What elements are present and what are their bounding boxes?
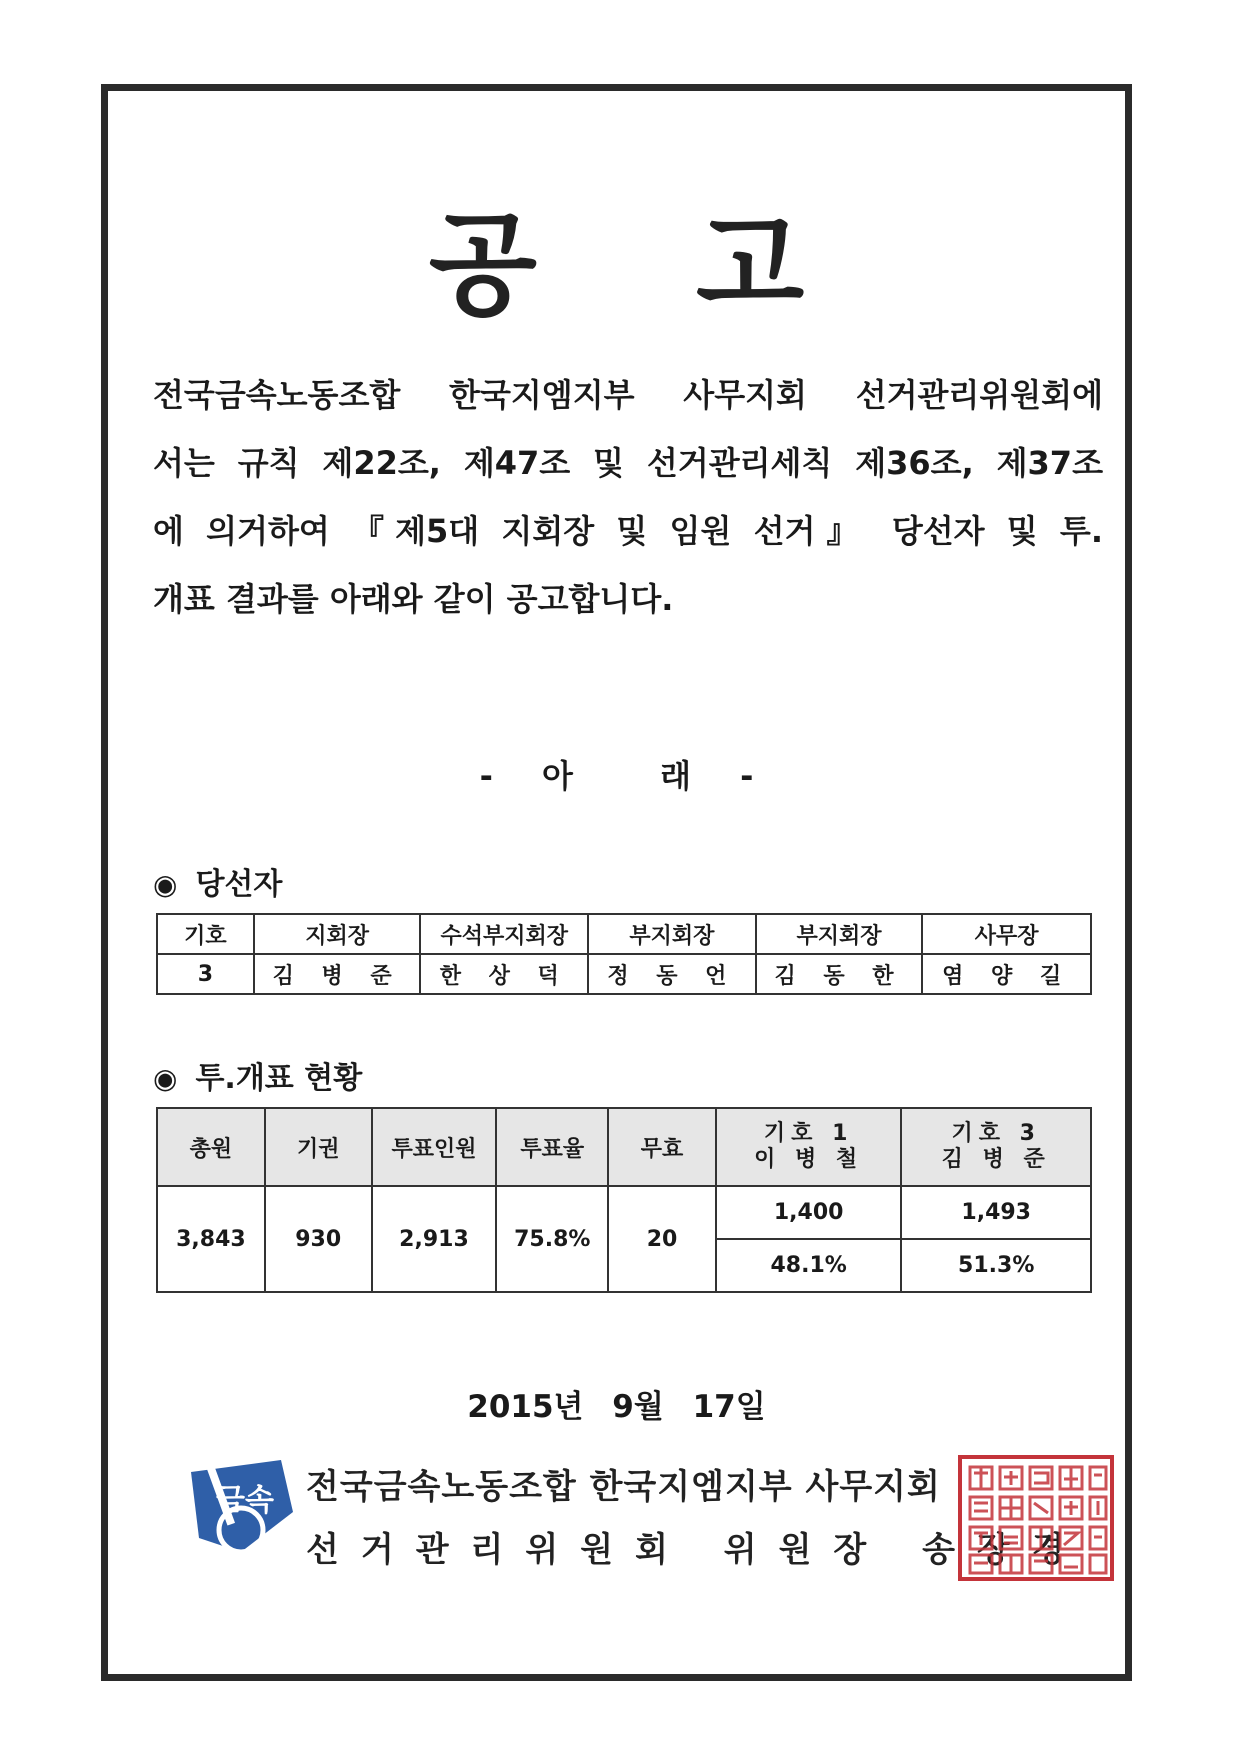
bullet-icon: ◉: [153, 1062, 178, 1095]
header-cell: 기권: [265, 1108, 372, 1186]
vote-heading: [153, 1053, 362, 1097]
table-cell: 1,400: [716, 1186, 902, 1239]
header-cell: 총원: [157, 1108, 265, 1186]
intro-line-1: 전국금속노동조합 한국지엠지부 사무지회 선거관리위원회에: [153, 376, 1103, 414]
table-cell: 20: [608, 1186, 716, 1292]
intro-line-2: 서는 규칙 제22조, 제47조 및 선거관리세칙 제36조, 제37조: [153, 444, 1103, 482]
candidate-header: [901, 1108, 1091, 1186]
vote-heading-text: 투.개표 현황: [195, 1061, 363, 1096]
header-cell: 사무장: [922, 914, 1091, 954]
dash-right: -: [740, 757, 754, 795]
below-marker: [108, 751, 1125, 797]
bullet-icon: ◉: [153, 868, 178, 901]
intro-line-4: 개표 결과를 아래와 같이 공고합니다.: [153, 580, 674, 618]
header-cell: 투표율: [496, 1108, 608, 1186]
header-cell: 수석부지회장: [420, 914, 588, 954]
header-cell: 투표인원: [372, 1108, 497, 1186]
table-cell: 염 양 길: [922, 954, 1091, 994]
candidate-label: 기호 3: [951, 1121, 1041, 1146]
table-cell: 2,913: [372, 1186, 497, 1292]
notice-title: 공 고: [428, 201, 865, 331]
below-word-right: 래: [660, 757, 691, 795]
official-seal: [956, 1453, 1116, 1583]
winners-heading-text: 당선자: [195, 867, 283, 902]
org-line-1: 전국금속노동조합 한국지엠지부 사무지회: [306, 1467, 941, 1507]
winners-heading: [153, 859, 282, 903]
org-line-2: 선거관리위원회 위원장 송장경: [306, 1530, 1087, 1570]
header-cell: 무효: [608, 1108, 716, 1186]
table-header-row: [157, 914, 1091, 954]
notice-frame: [101, 84, 1132, 1681]
header-cell: 부지회장: [588, 914, 756, 954]
header-cell: 기호: [157, 914, 254, 954]
candidate-label: 기호 1: [763, 1121, 854, 1146]
table-cell: 김 병 준: [254, 954, 421, 994]
table-cell: 김 동 한: [756, 954, 923, 994]
dash-left: -: [479, 757, 493, 795]
logo-text: 금속: [216, 1483, 274, 1518]
table-header-row: [157, 1108, 1091, 1186]
notice-date: 2015년 9월 17일: [467, 1389, 766, 1425]
union-logo: [181, 1452, 301, 1562]
winners-table: [156, 913, 1092, 995]
intro-line-3: 에 의거하여 『제5대 지회장 및 임원 선거』 당선자 및 투.: [153, 512, 1103, 550]
table-cell: 1,493: [901, 1186, 1091, 1239]
header-cell: 지회장: [254, 914, 421, 954]
table-cell: 48.1%: [716, 1239, 902, 1292]
candidate-name: 김 병 준: [941, 1147, 1051, 1172]
intro-paragraph: [153, 361, 1103, 633]
table-cell: 3,843: [157, 1186, 265, 1292]
table-cell: 75.8%: [496, 1186, 608, 1292]
candidate-header: [716, 1108, 902, 1186]
vote-table: [156, 1107, 1092, 1293]
table-cell: 정 동 언: [588, 954, 756, 994]
table-cell: 930: [265, 1186, 372, 1292]
table-row: [157, 954, 1091, 994]
table-cell: 3: [157, 954, 254, 994]
table-cell: 한 상 덕: [420, 954, 588, 994]
seal-glyphs: [970, 1467, 1106, 1573]
table-cell: 51.3%: [901, 1239, 1091, 1292]
candidate-name: 이 병 철: [754, 1147, 864, 1172]
table-row: [157, 1186, 1091, 1239]
header-cell: 부지회장: [756, 914, 923, 954]
below-word-left: 아: [542, 757, 573, 795]
